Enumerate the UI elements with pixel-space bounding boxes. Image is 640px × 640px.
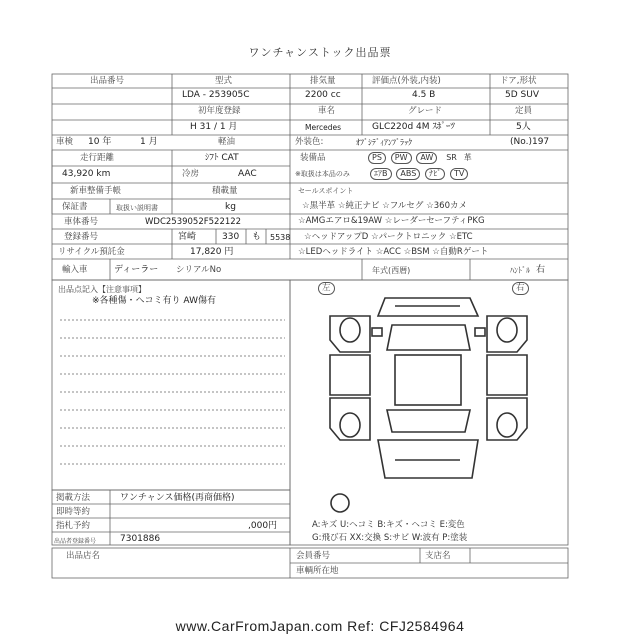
- contact-label: 出品者登録番号: [54, 538, 97, 545]
- ac-label: 冷房: [182, 169, 200, 179]
- badge-sr: SR: [446, 153, 457, 162]
- warranty-value: 取扱い説明書: [116, 204, 158, 212]
- branch-label: 支店名: [425, 551, 451, 561]
- grade-label: グレード: [408, 106, 443, 116]
- reg-num: 5538: [270, 233, 291, 242]
- year-label: 年式(西暦): [372, 266, 411, 275]
- reg-no-label: 登録番号: [64, 232, 99, 242]
- badge-pw: PW: [391, 152, 412, 164]
- inspection-month: 1 月: [140, 137, 158, 147]
- price-value: ,000円: [248, 521, 278, 531]
- equipment-label: 装備品: [300, 153, 326, 163]
- displacement-value: 2200 cc: [305, 90, 341, 100]
- equipment-label-2: ※取扱は本品のみ: [295, 170, 350, 178]
- member-no-label: 会員番号: [296, 551, 331, 561]
- handle-label: ﾊﾝﾄﾞﾙ: [510, 266, 530, 275]
- model-value: LDA - 253905C: [182, 90, 250, 100]
- new-car-manual-label: 新車整備手帳: [70, 186, 122, 196]
- recycle-label: リサイクル預託金: [58, 247, 125, 257]
- immediate-label: 即時等約: [56, 507, 91, 517]
- exterior-color-value: ｵﾌﾞｼﾃﾞｨｱﾝﾌﾞﾗｯｸ: [356, 138, 412, 147]
- inspection-label: 車検: [56, 137, 74, 147]
- reg-area: 宮崎: [178, 232, 197, 242]
- color-no-value: (No.)197: [510, 137, 550, 147]
- selling-point-2: ☆AMGエアロ&19AW ☆レーダーセーフティPKG: [298, 216, 485, 226]
- fuel-label: 軽油: [218, 137, 236, 147]
- import-label: 輸入車: [62, 265, 88, 275]
- badge-aw: AW: [416, 152, 437, 164]
- item-no-label: 出品番号: [90, 76, 125, 86]
- maker-value: Mercedes: [305, 123, 342, 132]
- notes-line-1: ※各種傷・ヘコミ有り AW傷有: [92, 296, 216, 306]
- cargo-value: kg: [225, 202, 236, 212]
- mileage-label: 走行距離: [80, 153, 115, 163]
- maker-label: 車名: [318, 106, 336, 116]
- mileage-value: 43,920 km: [62, 169, 111, 179]
- badge-tv: TV: [450, 168, 468, 180]
- sheet-title: ワンチャンストック出品票: [248, 46, 392, 59]
- import-value: ディーラー: [114, 265, 159, 275]
- handle-value: 右: [536, 265, 546, 275]
- grade-score-value: 4.5 B: [412, 90, 436, 100]
- doors-label: ドア,形状: [500, 76, 537, 86]
- inspection-value: 10 年: [88, 137, 112, 147]
- grade-value: GLC220d 4M ｽﾎﾟｰﾂ: [372, 122, 455, 132]
- store-name-label: 出品店名: [66, 551, 101, 561]
- capacity-value: 5人: [516, 122, 531, 132]
- diagram-right-label: 右: [512, 282, 529, 295]
- grade-score-label: 評価点(外装,内装): [372, 76, 441, 86]
- recycle-value: 17,820 円: [190, 247, 234, 257]
- vin-value: WDC2539052F522122: [145, 217, 242, 227]
- selling-points-label: セールスポイント: [298, 187, 354, 195]
- reg-kana: も: [252, 232, 262, 242]
- badge-abs: ABS: [396, 168, 420, 180]
- capacity-label: 定員: [515, 106, 533, 116]
- exterior-color-label: 外装色:: [295, 137, 324, 147]
- badge-ps: PS: [368, 152, 386, 164]
- selling-point-1: ☆黒半革 ☆純正ナビ ☆フルセグ ☆360カメ: [302, 201, 467, 211]
- first-reg-label: 初年度登録: [198, 106, 241, 116]
- contact-value: 7301886: [120, 534, 161, 544]
- listing-method-value: ワンチャンス価格(再商価格): [120, 493, 235, 503]
- serial-label: シリアルNo: [176, 265, 222, 275]
- vehicle-location-label: 車輌所在地: [296, 566, 339, 576]
- badge-leather: 革: [463, 153, 472, 162]
- model-label: 型式: [215, 76, 233, 86]
- reserve-label: 指札予約: [56, 521, 91, 531]
- notes-label: 出品点記入【注意事項】: [58, 285, 146, 294]
- reg-class: 330: [222, 232, 240, 242]
- selling-point-4: ☆LEDヘッドライト ☆ACC ☆BSM ☆自動Rゲート: [298, 247, 489, 257]
- warranty-label: 保証書: [62, 202, 88, 212]
- doors-value: 5D SUV: [505, 90, 539, 100]
- listing-method-label: 掲載方法: [56, 493, 91, 503]
- legend-line-1: A:キズ U:ヘコミ B:キズ・ヘコミ E:変色: [312, 520, 465, 530]
- cargo-label: 積載量: [212, 186, 238, 196]
- selling-point-3: ☆ヘッドアップD ☆パークトロニック ☆ETC: [304, 232, 473, 242]
- diagram-left-label: 左: [318, 282, 335, 295]
- displacement-label: 排気量: [310, 76, 336, 86]
- watermark: www.CarFromJapan.com Ref: CFJ2584964: [175, 618, 465, 634]
- legend-line-2: G:飛び石 XX:交換 S:サビ W:波有 P:塗装: [312, 533, 468, 543]
- shift-value: ｼﾌﾄ CAT: [205, 153, 239, 163]
- badge-navi: ﾅﾋﾞ: [425, 168, 445, 180]
- ac-value: AAC: [238, 169, 257, 179]
- vin-label: 車体番号: [64, 217, 99, 227]
- first-reg-value: H 31 / 1 月: [190, 122, 238, 132]
- badge-airbag: ｴｱB: [370, 168, 392, 180]
